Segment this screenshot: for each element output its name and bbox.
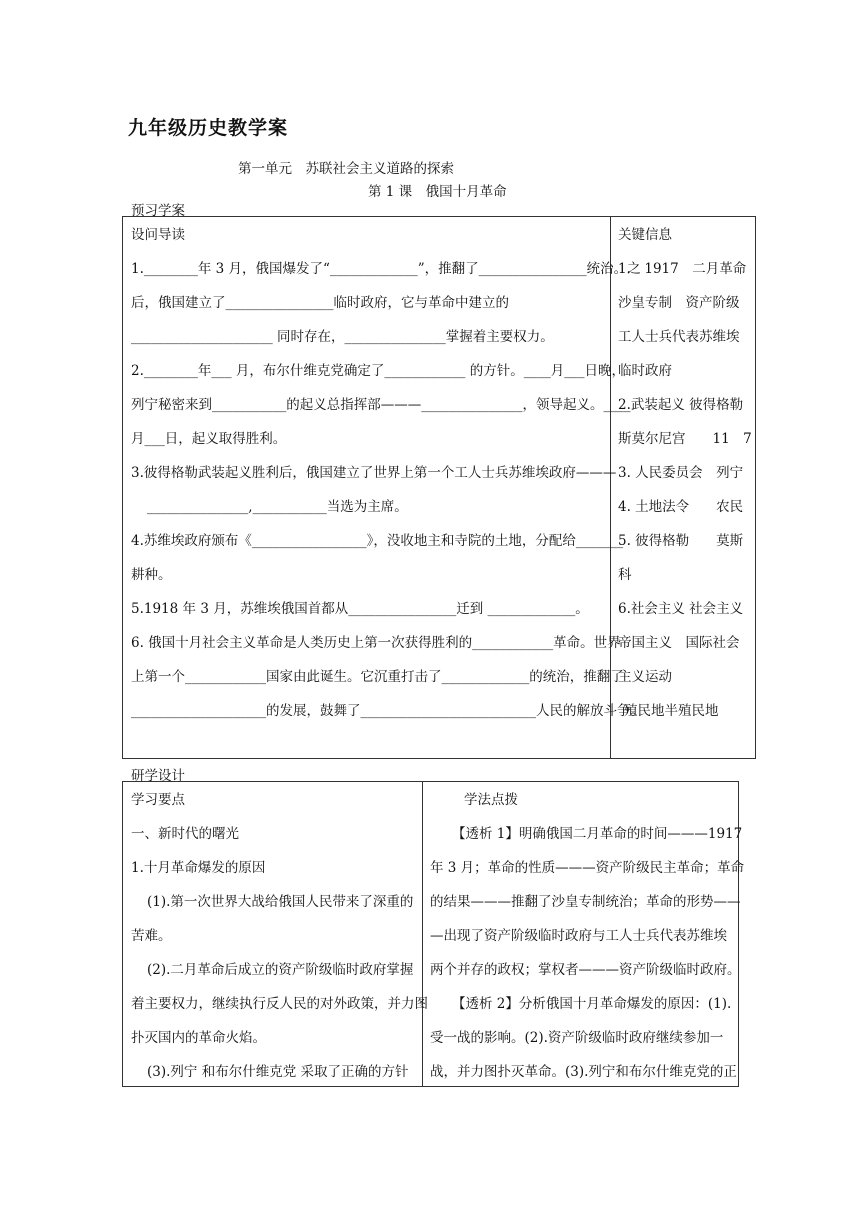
key-info-line: 2.武装起义 彼得格勒 — [618, 397, 744, 413]
question-line: 1.________年 3 月，俄国爆发了“_____________”，推翻了________________统治。之 — [131, 261, 641, 277]
study-point-line: 1.十月革命爆发的原因 — [131, 860, 266, 876]
method-tips-heading: 学法点拨 — [464, 792, 518, 808]
key-info-line: 主义运动 — [618, 669, 672, 685]
lesson-title: 第 1 课 俄国十月革命 — [368, 184, 507, 200]
method-tip-line: 受一战的影响。(2).资产阶级临时政府继续参加一 — [430, 1030, 724, 1046]
method-tip-line: 年 3 月；革命的性质———资产阶级民主革命；革命 — [430, 860, 745, 876]
method-tip-line: 的结果———推翻了沙皇专制统治；革命的形势—— — [430, 894, 741, 910]
question-line: _______________,___________当选为主席。 — [147, 499, 408, 515]
question-line: 列宁秘密来到___________的起义总指挥部———_______________，领导起义。____ — [131, 397, 631, 413]
method-tip-line: 【透析 1】明确俄国二月革命的时间———1917 — [452, 826, 743, 842]
unit-title: 第一单元 苏联社会主义道路的探索 — [238, 161, 454, 177]
method-tip-line: —出现了资产阶级临时政府与工人士兵代表苏维埃 — [430, 928, 727, 944]
study-point-line: 一、新时代的曙光 — [131, 826, 239, 842]
question-line: 5.1918 年 3 月，苏维埃俄国首都从________________迁到 _____________。 — [131, 601, 589, 617]
study-points-cell — [131, 783, 428, 1089]
key-info-line: 殖民地半殖民地 — [624, 703, 719, 719]
key-info-line: 临时政府 — [618, 363, 672, 379]
question-line: ____________________的发展，鼓舞了__________________________人民的解放斗争。 — [131, 703, 644, 719]
question-line: 6. 俄国十月社会主义革命是人类历史上第一次获得胜利的____________革命。世界 — [131, 635, 621, 651]
question-line: _____________________ 同时存在，_______________掌握着主要权力。 — [131, 329, 554, 345]
guided-questions-heading: 设问导读 — [131, 227, 185, 243]
study-section-label: 研学设计 — [131, 768, 185, 784]
key-info-line: 5. 彼得格勒 莫斯 — [618, 533, 744, 549]
key-info-line: 1. 1917 二月革命 — [618, 261, 747, 277]
study-point-line: 扑灭国内的革命火焰。 — [131, 1030, 266, 1046]
key-info-heading: 关键信息 — [618, 227, 672, 243]
page-title: 九年级历史教学案 — [128, 117, 289, 139]
study-point-line: 苦难。 — [131, 928, 172, 944]
method-tip-line: 两个并存的政权；掌权者———资产阶级临时政府。 — [430, 962, 741, 978]
preview-section-label: 预习学案 — [131, 203, 185, 219]
key-info-cell — [618, 218, 752, 728]
key-info-line: 帝国主义 国际社会 — [618, 635, 740, 651]
key-info-line: 斯莫尔尼宫 11 7 — [618, 431, 752, 447]
study-points-heading: 学习要点 — [131, 792, 185, 808]
question-line: 耕种。 — [131, 567, 172, 583]
key-info-line: 科 — [618, 567, 632, 583]
key-info-line: 3. 人民委员会 列宁 — [618, 465, 744, 481]
question-line: 月___日，起义取得胜利。 — [131, 431, 287, 447]
key-info-line: 6.社会主义 社会主义 — [618, 601, 744, 617]
study-point-line: (3).列宁 和布尔什维克党 采取了正确的方针 — [147, 1064, 409, 1080]
method-tips-cell — [430, 783, 745, 1089]
method-tip-line: 战，并力图扑灭革命。(3).列宁和布尔什维克党的正 — [430, 1064, 737, 1080]
question-line: 4.苏维埃政府颁布《_________________》，没收地主和寺院的土地，分配给_______ — [131, 533, 624, 549]
question-line: 上第一个____________国家由此诞生。它沉重打击了_____________的统治，推翻了 — [131, 669, 624, 685]
key-info-line: 沙皇专制 资产阶级 — [618, 295, 740, 311]
question-line: 3.彼得格勒武装起义胜利后，俄国建立了世界上第一个工人士兵苏维埃政府——— — [131, 465, 617, 481]
method-tip-line: 【透析 2】分析俄国十月革命爆发的原因：(1). — [452, 996, 732, 1012]
question-line: 2.________年___ 月，布尔什维克党确定了____________ 的方针。____月___日晚， — [131, 363, 625, 379]
guided-questions-cell — [131, 218, 644, 728]
question-line: 后，俄国建立了________________临时政府，它与革命中建立的 — [131, 295, 509, 311]
study-point-line: (1).第一次世界大战给俄国人民带来了深重的 — [147, 894, 414, 910]
key-info-line: 工人士兵代表苏维埃 — [618, 329, 740, 345]
study-point-line: (2).二月革命后成立的资产阶级临时政府掌握 — [147, 962, 414, 978]
study-point-line: 着主要权力，继续执行反人民的对外政策，并力图 — [131, 996, 428, 1012]
study-table-divider — [422, 781, 423, 1087]
key-info-line: 4. 土地法令 农民 — [618, 499, 744, 515]
